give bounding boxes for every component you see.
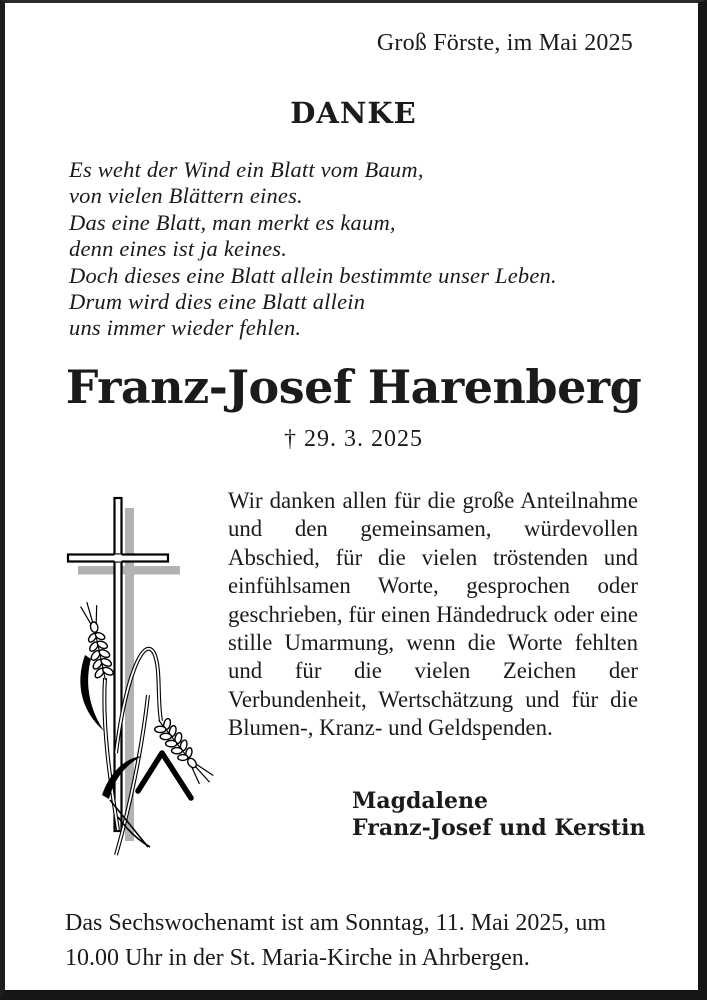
cross-and-wheat-illustration xyxy=(58,485,230,865)
service-line: 10.00 Uhr in der St. Maria-Kirche in Ahrbergen. xyxy=(65,945,530,971)
poem-line: denn eines ist ja keines. xyxy=(69,236,288,262)
signature-line: Magdalene xyxy=(352,788,488,814)
poem-line: uns immer wieder fehlen. xyxy=(69,315,302,341)
service-line: Das Sechswochenamt ist am Sonntag, 11. Mai 2025, um xyxy=(65,910,607,936)
notice-title: DANKE xyxy=(290,96,417,130)
poem-line: Das eine Blatt, man merkt es kaum, xyxy=(69,209,396,235)
signature-block xyxy=(352,788,645,842)
dateline: Groß Förste, im Mai 2025 xyxy=(376,30,633,56)
memorial-poem xyxy=(69,157,557,342)
poem-line: von vielen Blättern eines. xyxy=(69,183,303,209)
poem-line: Doch dieses eine Blatt allein bestimmte unser Leben. xyxy=(69,262,557,288)
thanks-paragraph: Wir danken allen für die große Anteilnahme und den gemeinsamen, würdevollen Abschied, für die vielen tröstenden und einfühlsamen Worte, gesprochen oder geschrieben, für einen Händedruck oder eine stille Umarmung, wenn die Worte fehlten und für die vielen Zeichen der Verbundenheit, Wertschätzung und für die Blumen-, Kranz- und Geldspenden. xyxy=(228,488,638,741)
poem-line: Drum wird dies eine Blatt allein xyxy=(69,289,366,315)
deceased-name: Franz-Josef Harenberg xyxy=(65,360,642,414)
signature-line: Franz-Josef und Kerstin xyxy=(352,815,646,841)
death-date: † 29. 3. 2025 xyxy=(284,426,423,452)
service-announcement xyxy=(65,906,606,976)
poem-line: Es weht der Wind ein Blatt vom Baum, xyxy=(69,157,424,182)
